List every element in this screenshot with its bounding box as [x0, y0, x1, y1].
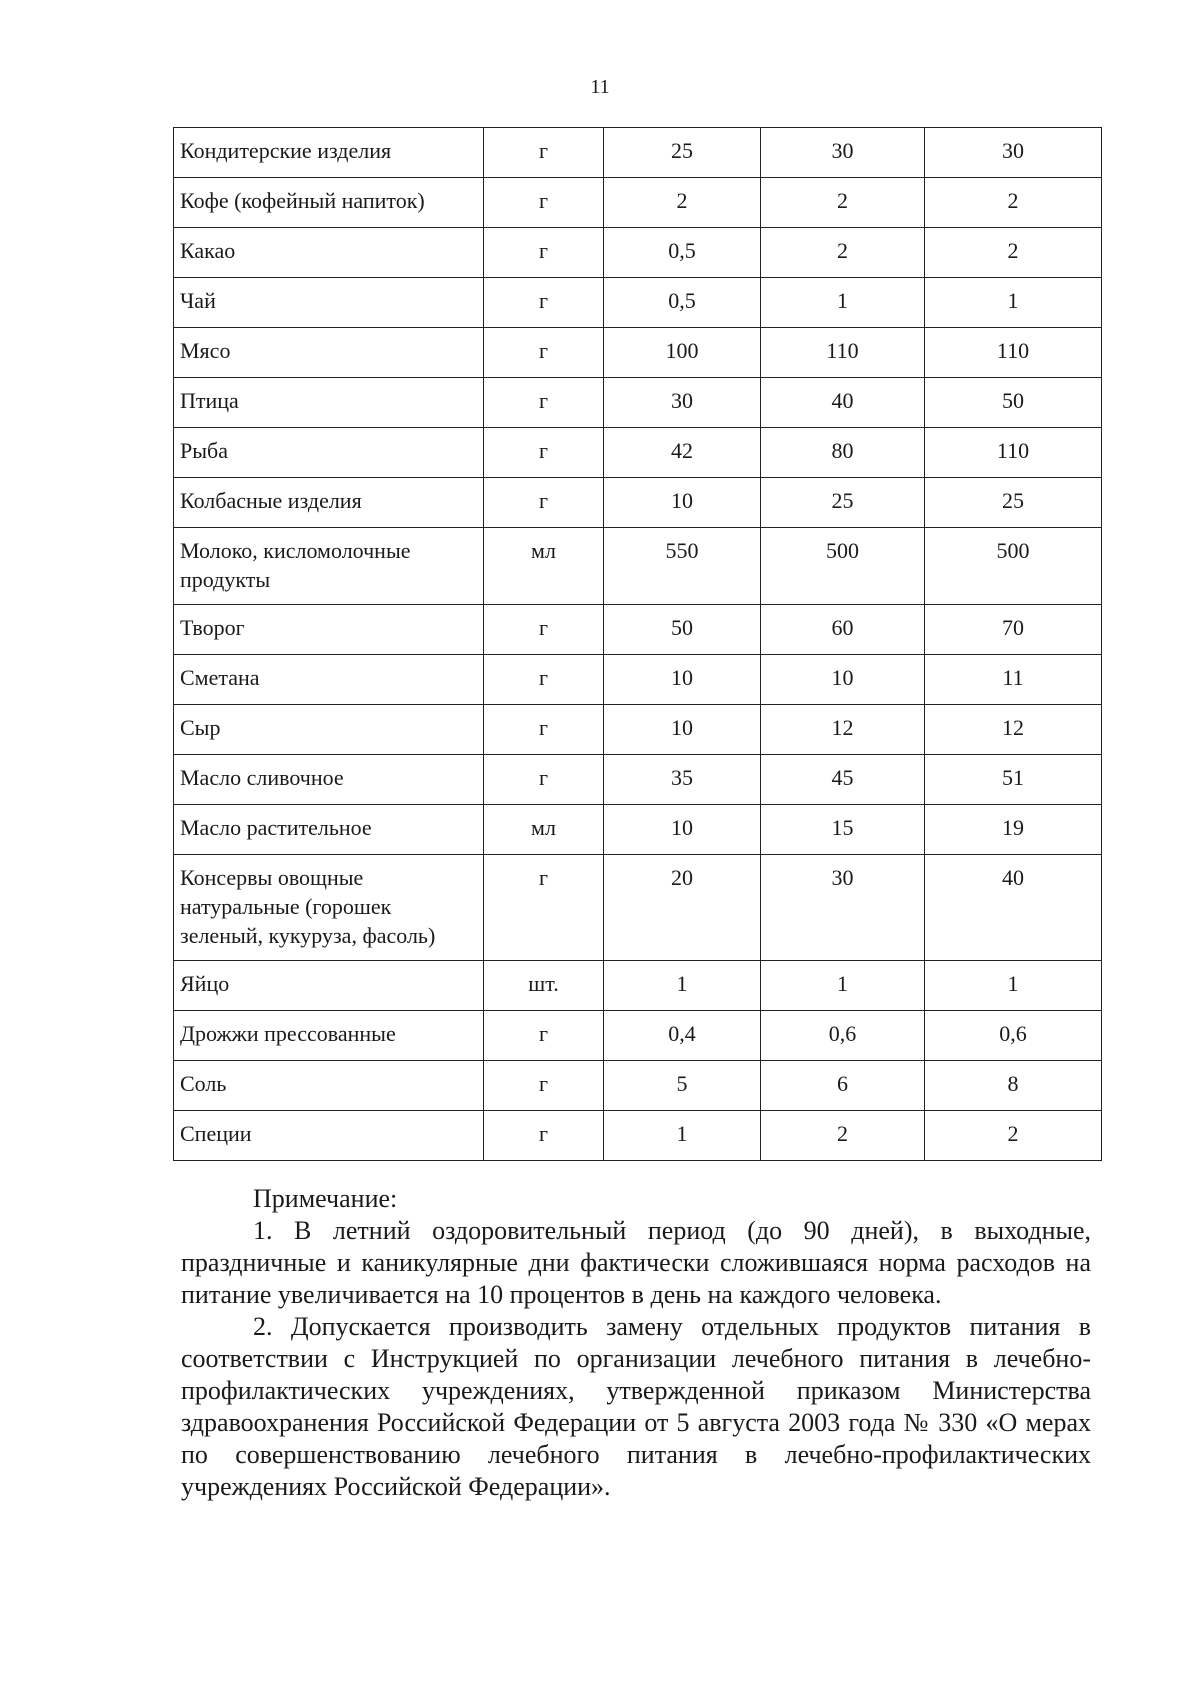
unit-cell: г: [484, 228, 604, 278]
table-row: [174, 378, 1102, 428]
unit-cell: г: [484, 1061, 604, 1111]
product-name-cell: Сметана: [174, 655, 484, 705]
value-cell-3: 2: [925, 1111, 1102, 1161]
unit-cell: г: [484, 328, 604, 378]
value-cell-1: 25: [604, 128, 761, 178]
value-cell-3: 25: [925, 478, 1102, 528]
value-cell-1: 100: [604, 328, 761, 378]
value-cell-1: 5: [604, 1061, 761, 1111]
value-cell-2: 0,6: [761, 1011, 925, 1061]
product-name-cell: Кофе (кофейный напиток): [174, 178, 484, 228]
unit-cell: мл: [484, 528, 604, 605]
table-row: [174, 328, 1102, 378]
value-cell-1: 0,5: [604, 228, 761, 278]
note-block: [181, 1183, 1091, 1503]
value-cell-2: 1: [761, 961, 925, 1011]
value-cell-1: 30: [604, 378, 761, 428]
value-cell-3: 70: [925, 605, 1102, 655]
note-item-1: 1. В летний оздоровительный период (до 90 дней), в выходные, праздничные и каникулярные дни фактически сложившаяся норма расходов на питание увеличивается на 10 процентов в день на каждого человека.: [181, 1216, 1091, 1309]
value-cell-2: 30: [761, 128, 925, 178]
value-cell-3: 2: [925, 178, 1102, 228]
table-row: [174, 805, 1102, 855]
table-row: [174, 278, 1102, 328]
product-name-cell: Соль: [174, 1061, 484, 1111]
table-row: [174, 655, 1102, 705]
table-row: [174, 128, 1102, 178]
table-row: [174, 178, 1102, 228]
value-cell-1: 1: [604, 1111, 761, 1161]
table-row: [174, 755, 1102, 805]
value-cell-3: 110: [925, 428, 1102, 478]
product-name-cell: Молоко, кисломолочные продукты: [174, 528, 484, 605]
value-cell-1: 35: [604, 755, 761, 805]
value-cell-2: 110: [761, 328, 925, 378]
unit-cell: г: [484, 1011, 604, 1061]
value-cell-3: 19: [925, 805, 1102, 855]
unit-cell: шт.: [484, 961, 604, 1011]
value-cell-1: 10: [604, 705, 761, 755]
value-cell-1: 20: [604, 855, 761, 961]
value-cell-3: 11: [925, 655, 1102, 705]
unit-cell: г: [484, 128, 604, 178]
product-name-cell: Чай: [174, 278, 484, 328]
value-cell-3: 110: [925, 328, 1102, 378]
food-norms-table: [173, 127, 1102, 1161]
value-cell-2: 80: [761, 428, 925, 478]
value-cell-2: 10: [761, 655, 925, 705]
table-row: [174, 1111, 1102, 1161]
value-cell-1: 2: [604, 178, 761, 228]
value-cell-1: 10: [604, 478, 761, 528]
unit-cell: г: [484, 428, 604, 478]
unit-cell: г: [484, 1111, 604, 1161]
note-title: Примечание:: [253, 1184, 398, 1213]
value-cell-2: 500: [761, 528, 925, 605]
value-cell-3: 30: [925, 128, 1102, 178]
product-name-cell: Птица: [174, 378, 484, 428]
value-cell-3: 1: [925, 278, 1102, 328]
note-item-2: 2. Допускается производить замену отдельных продуктов питания в соответствии с Инструкцией по организации лечебного питания в лечебно-профилактических учреждениях, утвержденной приказом Министерства здравоохранения Российской Федерации от 5 августа 2003 года № 330 «О мерах по совершенствованию лечебного питания в лечебно-профилактических учреждениях Российской Федерации».: [181, 1312, 1091, 1501]
product-name-cell: Кондитерские изделия: [174, 128, 484, 178]
value-cell-3: 12: [925, 705, 1102, 755]
unit-cell: г: [484, 478, 604, 528]
value-cell-3: 1: [925, 961, 1102, 1011]
value-cell-1: 10: [604, 655, 761, 705]
value-cell-2: 12: [761, 705, 925, 755]
table-row: [174, 855, 1102, 961]
product-name-cell: Мясо: [174, 328, 484, 378]
table-row: [174, 528, 1102, 605]
value-cell-3: 0,6: [925, 1011, 1102, 1061]
product-name-cell: Консервы овощные натуральные (горошек зеленый, кукуруза, фасоль): [174, 855, 484, 961]
value-cell-1: 1: [604, 961, 761, 1011]
product-name-cell: Колбасные изделия: [174, 478, 484, 528]
table-row: [174, 428, 1102, 478]
unit-cell: г: [484, 378, 604, 428]
value-cell-1: 50: [604, 605, 761, 655]
product-name-cell: Рыба: [174, 428, 484, 478]
value-cell-2: 30: [761, 855, 925, 961]
product-name-cell: Творог: [174, 605, 484, 655]
table-row: [174, 961, 1102, 1011]
value-cell-1: 42: [604, 428, 761, 478]
product-name-cell: Масло растительное: [174, 805, 484, 855]
value-cell-1: 550: [604, 528, 761, 605]
table-row: [174, 1061, 1102, 1111]
value-cell-2: 2: [761, 178, 925, 228]
value-cell-2: 25: [761, 478, 925, 528]
food-norms-table-body: [174, 128, 1102, 1161]
value-cell-3: 8: [925, 1061, 1102, 1111]
value-cell-2: 1: [761, 278, 925, 328]
product-name-cell: Яйцо: [174, 961, 484, 1011]
unit-cell: мл: [484, 805, 604, 855]
unit-cell: г: [484, 278, 604, 328]
value-cell-2: 45: [761, 755, 925, 805]
product-name-cell: Сыр: [174, 705, 484, 755]
value-cell-1: 10: [604, 805, 761, 855]
value-cell-3: 40: [925, 855, 1102, 961]
value-cell-2: 6: [761, 1061, 925, 1111]
value-cell-1: 0,5: [604, 278, 761, 328]
table-row: [174, 1011, 1102, 1061]
value-cell-3: 2: [925, 228, 1102, 278]
page-number: 11: [590, 76, 610, 98]
product-name-cell: Специи: [174, 1111, 484, 1161]
unit-cell: г: [484, 605, 604, 655]
value-cell-2: 60: [761, 605, 925, 655]
table-row: [174, 605, 1102, 655]
table-row: [174, 705, 1102, 755]
unit-cell: г: [484, 178, 604, 228]
table-row: [174, 478, 1102, 528]
table-row: [174, 228, 1102, 278]
value-cell-3: 50: [925, 378, 1102, 428]
product-name-cell: Дрожжи прессованные: [174, 1011, 484, 1061]
value-cell-2: 40: [761, 378, 925, 428]
product-name-cell: Масло сливочное: [174, 755, 484, 805]
value-cell-2: 15: [761, 805, 925, 855]
value-cell-2: 2: [761, 1111, 925, 1161]
unit-cell: г: [484, 755, 604, 805]
unit-cell: г: [484, 705, 604, 755]
value-cell-1: 0,4: [604, 1011, 761, 1061]
product-name-cell: Какао: [174, 228, 484, 278]
value-cell-2: 2: [761, 228, 925, 278]
value-cell-3: 500: [925, 528, 1102, 605]
unit-cell: г: [484, 655, 604, 705]
unit-cell: г: [484, 855, 604, 961]
value-cell-3: 51: [925, 755, 1102, 805]
